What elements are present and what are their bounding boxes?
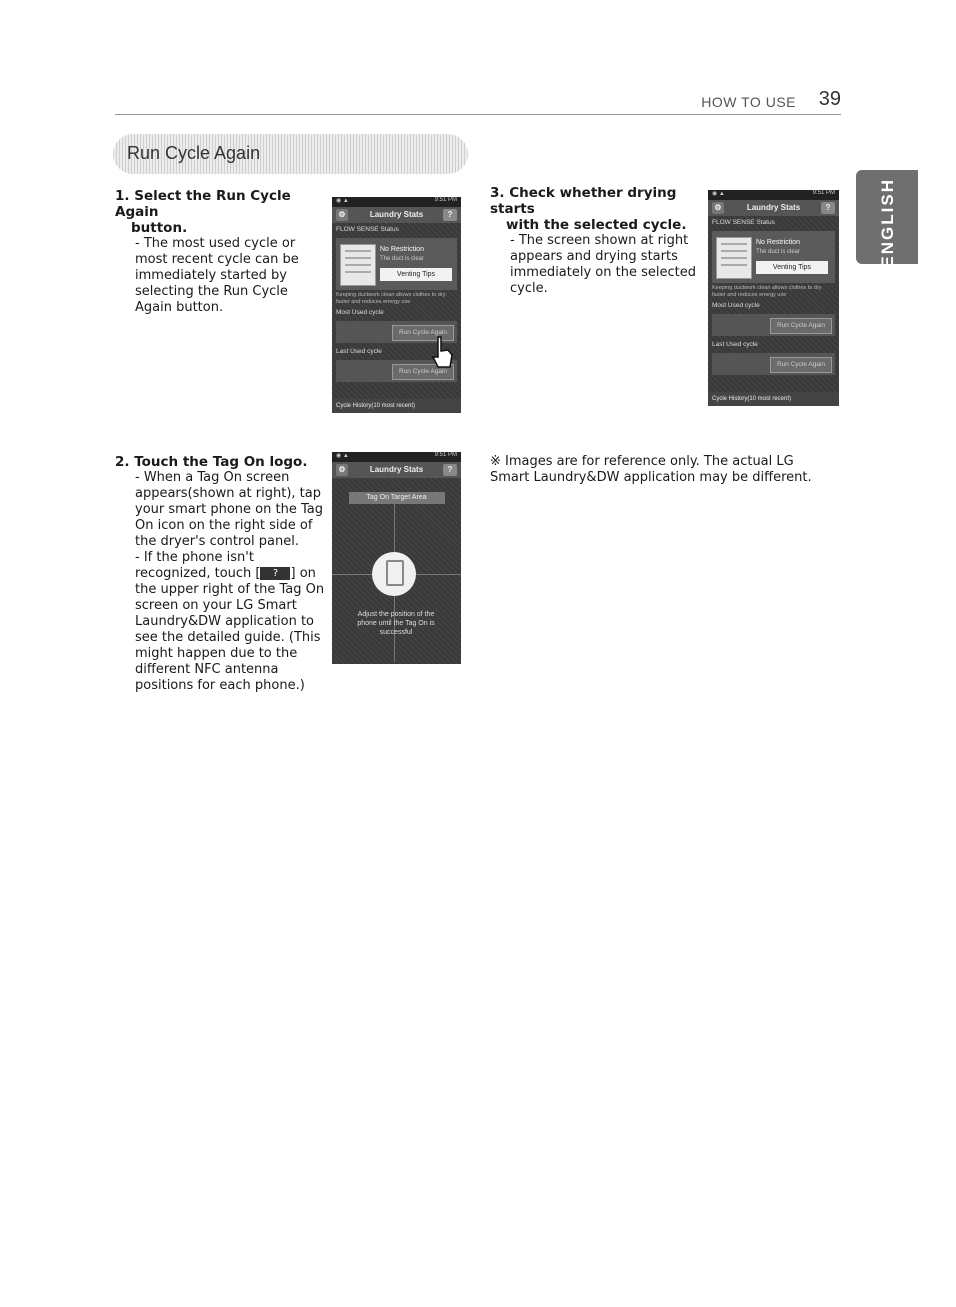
step-3-title: 3. Check whether drying starts: [490, 185, 677, 217]
duct-clear-text: The duct is clear: [756, 249, 801, 255]
phone-screenshot-run-cycle: [332, 197, 461, 413]
step-1-title: 1. Select the Run Cycle Again: [115, 188, 291, 220]
language-tab: [856, 170, 918, 268]
section-banner: [113, 134, 468, 174]
section-title: HOW TO USE: [701, 94, 796, 110]
status-bar: ◉ ▲ 9:51 PM: [332, 452, 461, 462]
tip-text: Keeping ductwork clean allows clothes to dry faster and reduces energy use: [336, 292, 446, 305]
last-used-label: Last Used cycle: [712, 341, 758, 348]
cycle-history-label: Cycle History(10 most recent): [708, 392, 839, 406]
step-2-body-1: - When a Tag On screen appears(shown at right), tap your smart phone on the Tag On icon on the right side of the dryer's control panel.: [135, 470, 323, 549]
tag-instruction: Adjust the position of the phone until the Tag On is successful: [357, 611, 435, 636]
app-bar: [332, 207, 461, 223]
step-2-body-2: - If the phone isn't recognized, touch [ ? ] on the upper right of the Tag On screen on your LG Smart Laundry&DW application to see the detailed guide. (This might happen due to the different NFC antenna positions for each phone.): [135, 550, 325, 693]
help-icon: ?: [443, 209, 457, 221]
phone-screenshot-drying: [708, 190, 839, 406]
language-label: ENGLISH: [878, 178, 897, 268]
venting-tips-button: Venting Tips: [380, 268, 452, 281]
run-cycle-again-button: Run Cycle Again: [770, 318, 832, 334]
tip-text: Keeping ductwork clean allows clothes to dry faster and reduces energy use: [712, 285, 822, 298]
most-used-label: Most Used cycle: [712, 302, 760, 309]
dryer-image: [340, 244, 376, 286]
flow-label: FLOW SENSE Status: [336, 226, 399, 233]
help-icon: ?: [260, 567, 290, 580]
run-cycle-again-button-2: Run Cycle Again: [392, 364, 454, 380]
app-title: Laundry Stats: [746, 203, 801, 212]
run-cycle-again-button-2: Run Cycle Again: [770, 357, 832, 373]
status-bar: ◉ ▲ 9:51 PM: [332, 197, 461, 207]
most-used-label: Most Used cycle: [336, 309, 384, 316]
flow-sense-card: [712, 231, 835, 283]
help-icon: ?: [443, 464, 457, 476]
app-bar: [708, 200, 839, 216]
no-restriction-text: No Restriction: [756, 239, 800, 246]
run-cycle-again-button: Run Cycle Again: [392, 325, 454, 341]
tag-on-icon: [372, 552, 416, 596]
gear-icon: ⚙: [336, 464, 348, 476]
step-3: [490, 185, 702, 297]
flow-sense-card: [336, 238, 457, 290]
status-bar: ◉ ▲ 9:51 PM: [708, 190, 839, 200]
step-1-body: - The most used cycle or most recent cycle can be immediately started by selecting the Run Cycle Again button.: [135, 236, 299, 315]
page-number: 39: [818, 88, 841, 110]
step-1: [115, 188, 327, 316]
step-3-body: - The screen shown at right appears and drying starts immediately on the selected cycle.: [510, 233, 696, 296]
step-3-title-cont: with the selected cycle.: [506, 217, 687, 233]
duct-clear-text: The duct is clear: [380, 256, 425, 262]
venting-tips-button: Venting Tips: [756, 261, 828, 274]
step-1-title-cont: button.: [131, 220, 188, 236]
last-used-row: [712, 353, 835, 375]
app-title: Laundry Stats: [369, 210, 424, 219]
flow-label: FLOW SENSE Status: [712, 219, 775, 226]
pointing-hand-icon: [430, 335, 454, 369]
last-used-label: Last Used cycle: [336, 348, 382, 355]
app-bar: [332, 462, 461, 478]
step-2-title: 2. Touch the Tag On logo.: [115, 454, 308, 470]
gear-icon: ⚙: [336, 209, 348, 221]
cycle-history-label: Cycle History(10 most recent): [332, 399, 461, 413]
phone-icon: [386, 560, 404, 586]
no-restriction-text: No Restriction: [380, 246, 424, 253]
reference-note: ※ Images are for reference only. The actual LG Smart Laundry&DW application may be different.: [490, 454, 812, 485]
tag-target-label: Tag On Target Area: [349, 492, 445, 504]
most-used-row: [712, 314, 835, 336]
page-header: [115, 88, 841, 115]
gear-icon: ⚙: [712, 202, 724, 214]
help-icon: ?: [821, 202, 835, 214]
dryer-image: [716, 237, 752, 279]
app-title: Laundry Stats: [369, 465, 424, 474]
phone-screenshot-tag-on: [332, 452, 461, 664]
banner-title: Run Cycle Again: [127, 143, 261, 163]
step-2: [115, 454, 327, 694]
